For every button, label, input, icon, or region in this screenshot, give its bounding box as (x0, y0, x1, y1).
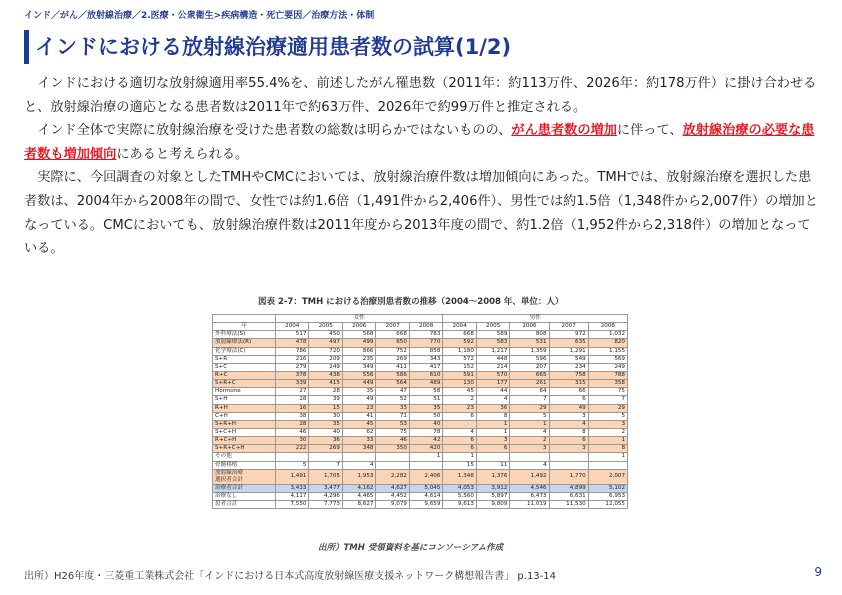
table-cell: 448 (476, 355, 509, 363)
table-cell: 569 (588, 355, 627, 363)
table-row (213, 492, 628, 500)
table-cell: 6 (476, 445, 509, 453)
table-cell: 478 (276, 339, 309, 347)
table-cell (510, 453, 549, 461)
table-cell: 610 (409, 371, 442, 379)
table-cell: 45 (342, 420, 375, 428)
table-cell: 350 (376, 445, 409, 453)
table-cell: 8 (588, 445, 627, 453)
row-label: R+H (213, 404, 276, 412)
table-cell: 78 (409, 428, 442, 436)
table-cell: 9,613 (443, 500, 476, 508)
table-cell: 23 (342, 404, 375, 412)
year-header-cell: 2007 (549, 323, 588, 331)
table-cell: 556 (342, 371, 375, 379)
table-cell: 7 (510, 396, 549, 404)
table-cell: 6 (443, 437, 476, 445)
table-cell: 39 (309, 396, 342, 404)
paragraph-2 (24, 119, 818, 166)
table-cell: 46 (376, 437, 409, 445)
row-label-line: 選択者合計 (215, 476, 243, 483)
table-cell: 9,659 (409, 500, 442, 508)
table-cell: 249 (588, 363, 627, 371)
row-label: S+C+H (213, 428, 276, 436)
table-cell (549, 461, 588, 469)
table-row (213, 420, 628, 428)
table-cell: 349 (342, 363, 375, 371)
table-cell: 4 (549, 420, 588, 428)
table-cell: 5,045 (409, 484, 442, 492)
patient-count-table (212, 314, 628, 509)
table-cell: 2,282 (376, 469, 409, 484)
table-row (213, 388, 628, 396)
group-female-header: 女性 (276, 315, 443, 323)
table-cell: 420 (409, 445, 442, 453)
table-cell: 411 (376, 363, 409, 371)
table-cell: 4,546 (510, 484, 549, 492)
table-cell: 28 (276, 396, 309, 404)
year-label: 年 (213, 323, 276, 331)
year-header-cell: 2006 (342, 323, 375, 331)
table-cell: 4,899 (549, 484, 588, 492)
table-cell: 596 (510, 355, 549, 363)
table-cell: 6,473 (510, 492, 549, 500)
row-label: S+C (213, 363, 276, 371)
table-cell: 788 (588, 371, 627, 379)
table-cell: 33 (342, 437, 375, 445)
table-cell: 9,809 (476, 500, 509, 508)
row-label: その他 (213, 453, 276, 461)
table-cell: 269 (376, 355, 409, 363)
table-cell: 820 (588, 339, 627, 347)
year-header-cell: 2007 (376, 323, 409, 331)
table-cell: 11 (476, 461, 509, 469)
table-cell: 4,452 (376, 492, 409, 500)
table-cell (309, 453, 342, 461)
table-year-header (213, 323, 628, 331)
table-cell: 71 (376, 412, 409, 420)
row-label: Hormone (213, 388, 276, 396)
table-row (213, 453, 628, 461)
table-cell: 2,406 (409, 469, 442, 484)
table-cell: 315 (549, 380, 588, 388)
table-row (213, 396, 628, 404)
table-cell: 438 (309, 371, 342, 379)
table-cell: 339 (276, 380, 309, 388)
year-header-cell: 2006 (510, 323, 549, 331)
table-cell: 51 (409, 396, 442, 404)
year-header-cell: 2008 (409, 323, 442, 331)
table-cell: 3 (549, 412, 588, 420)
table-cell: 1,770 (549, 469, 588, 484)
table-cell: 4 (443, 428, 476, 436)
table-cell: 36 (309, 437, 342, 445)
table-cell: 378 (276, 371, 309, 379)
table-cell: 33 (376, 404, 409, 412)
table-cell: 2 (588, 428, 627, 436)
table-cell: 1,953 (342, 469, 375, 484)
table-cell: 5,560 (443, 492, 476, 500)
table-cell: 50 (409, 412, 442, 420)
table-cell: 269 (309, 445, 342, 453)
year-header-cell: 2008 (588, 323, 627, 331)
table-cell: 7,773 (309, 500, 342, 508)
table-cell: 1 (409, 453, 442, 461)
table-cell: 517 (276, 331, 309, 339)
table-cell: 449 (342, 380, 375, 388)
paragraph-3: 実際に、今回調査の対象としたTMHやCMCにおいては、放射線治療件数は増加傾向にあった。TMHでは、放射線治療を選択した患者数は、2004年から2008年の間で、女性では約1.6倍（1,491件から2,406件）、男性では約1.5倍（1,348件から2,007件）の増加となっている。CMCにおいても、放射線治療件数は2011年度から2013年度の間で、約1.2倍（1,952件から2,318件）の増加となっている。 (24, 170, 818, 257)
table-cell: 216 (276, 355, 309, 363)
table-cell: 279 (276, 363, 309, 371)
row-label-line: 放射線治療 (215, 469, 243, 476)
table-cell: 3,477 (309, 484, 342, 492)
table-cell: 4 (510, 428, 549, 436)
table-cell: 450 (309, 331, 342, 339)
paragraph-2-part-a: インド全体で実際に放射線治療を受けた患者数の総数は明らかではないものの、 (37, 123, 512, 139)
table-corner-cell (213, 315, 276, 323)
table-cell: 808 (510, 331, 549, 339)
highlight-cancer-increase: がん患者数の増加 (511, 123, 617, 139)
table-cell: 29 (588, 404, 627, 412)
table-row (213, 331, 628, 339)
paragraph-1: インドにおける適切な放射線適用率55.4%を、前述したがん罹患数（2011年：約113万件、2026年：約178万件）に掛け合わせると、放射線治療の適応となる患者数は2011年で約63万件、2026年で約99万件と推定される。 (24, 76, 817, 115)
table-cell: 1,348 (443, 469, 476, 484)
row-label: 患者合計 (213, 500, 276, 508)
table-cell: 6 (443, 445, 476, 453)
row-label: S+R+C+H (213, 445, 276, 453)
table-cell: 152 (443, 363, 476, 371)
table-cell: 47 (376, 388, 409, 396)
table-cell: 343 (409, 355, 442, 363)
table-row (213, 371, 628, 379)
year-header-cell: 2005 (309, 323, 342, 331)
table-cell: 1,705 (309, 469, 342, 484)
table-cell: 5,897 (476, 492, 509, 500)
table-cell: 358 (588, 380, 627, 388)
table-group-header (213, 315, 628, 323)
table-cell: 6 (443, 412, 476, 420)
table-body (213, 331, 628, 509)
table-cell: 1,217 (476, 347, 509, 355)
table-cell: 15 (309, 404, 342, 412)
table-cell: 783 (409, 331, 442, 339)
table-cell: 668 (443, 331, 476, 339)
table-cell: 4,117 (276, 492, 309, 500)
table-row (213, 445, 628, 453)
table-cell: 11,019 (510, 500, 549, 508)
table-cell: 720 (309, 347, 342, 355)
table-cell: 497 (309, 339, 342, 347)
row-label: 化学療法(C) (213, 347, 276, 355)
page-number: 9 (814, 565, 822, 579)
table-cell: 207 (510, 363, 549, 371)
table-cell: 7 (588, 396, 627, 404)
table-cell: 41 (342, 412, 375, 420)
table-row (213, 404, 628, 412)
table-cell: 417 (409, 363, 442, 371)
table-cell: 4,053 (443, 484, 476, 492)
table-cell: 75 (376, 428, 409, 436)
table-cell: 7,550 (276, 500, 309, 508)
row-label: 骨髄移植 (213, 461, 276, 469)
table-cell: 1,491 (276, 469, 309, 484)
table-cell: 5,102 (588, 484, 627, 492)
table-cell: 35 (409, 404, 442, 412)
table-cell: 27 (276, 388, 309, 396)
table-cell: 770 (409, 339, 442, 347)
table-cell: 591 (443, 371, 476, 379)
table-cell: 1 (476, 428, 509, 436)
table-cell: 35 (309, 420, 342, 428)
table-cell: 1 (476, 420, 509, 428)
year-header-cell: 2005 (476, 323, 509, 331)
table-cell: 4 (510, 461, 549, 469)
table-cell: 752 (376, 347, 409, 355)
table-cell: 30 (276, 437, 309, 445)
table-row (213, 484, 628, 492)
table-cell: 4,627 (376, 484, 409, 492)
table-cell: 531 (510, 339, 549, 347)
table-cell: 9,079 (376, 500, 409, 508)
row-label: S+H (213, 396, 276, 404)
table-row (213, 412, 628, 420)
table-cell: 5 (510, 412, 549, 420)
footer-source: 出所）H26年度・三菱重工業株式会社「インドにおける日本式高度放射線医療支援ネットワーク構想報告書」 p.13-14 (24, 571, 557, 582)
table-cell (276, 453, 309, 461)
table-cell (549, 453, 588, 461)
table-row (213, 469, 628, 484)
table-row (213, 380, 628, 388)
table-row (213, 461, 628, 469)
table-cell: 635 (549, 339, 588, 347)
row-label: S+R (213, 355, 276, 363)
table-cell: 35 (342, 388, 375, 396)
table-cell: 4,465 (342, 492, 375, 500)
paragraph-2-part-c: にあると考えられる。 (116, 146, 249, 162)
table-cell: 665 (510, 371, 549, 379)
table-cell (443, 420, 476, 428)
table-cell: 49 (549, 404, 588, 412)
table-cell: 572 (443, 355, 476, 363)
table-cell: 1,032 (588, 331, 627, 339)
table-cell (342, 453, 375, 461)
table-cell: 62 (342, 428, 375, 436)
table-cell: 46 (276, 428, 309, 436)
table-cell: 4,296 (309, 492, 342, 500)
table-cell: 222 (276, 445, 309, 453)
row-label: 治療者合計 (213, 484, 276, 492)
row-label: R+C+H (213, 437, 276, 445)
table-cell: 415 (309, 380, 342, 388)
table-cell: 15 (443, 461, 476, 469)
table-cell: 866 (342, 347, 375, 355)
table-cell: 234 (549, 363, 588, 371)
table-cell: 1,492 (510, 469, 549, 484)
table-cell: 1 (588, 453, 627, 461)
table-cell: 28 (276, 420, 309, 428)
table-cell: 53 (376, 420, 409, 428)
table-cell: 8 (549, 428, 588, 436)
table-cell: 30 (309, 412, 342, 420)
table-cell: 40 (309, 428, 342, 436)
table-cell: 12,055 (588, 500, 627, 508)
paragraph-2-part-b: に伴って、 (616, 123, 683, 139)
table-cell: 586 (376, 371, 409, 379)
row-label: 治療なし (213, 492, 276, 500)
table-cell: 568 (342, 331, 375, 339)
year-header-cell: 2004 (276, 323, 309, 331)
table-cell: 758 (549, 371, 588, 379)
table-cell: 29 (510, 404, 549, 412)
table-row (213, 437, 628, 445)
table-cell: 592 (443, 339, 476, 347)
table-cell (376, 453, 409, 461)
table-cell: 38 (276, 412, 309, 420)
table-cell: 972 (549, 331, 588, 339)
table-cell: 564 (376, 380, 409, 388)
table-cell: 36 (476, 404, 509, 412)
row-label: S+R+C (213, 380, 276, 388)
table-cell: 6,953 (588, 492, 627, 500)
year-header-cell: 2004 (443, 323, 476, 331)
table-cell: 2 (510, 437, 549, 445)
table-row (213, 339, 628, 347)
table-row (213, 363, 628, 371)
body-text (24, 72, 818, 261)
row-label: 外科療法(S) (213, 331, 276, 339)
table-cell: 45 (443, 388, 476, 396)
table-cell (409, 461, 442, 469)
table-cell: 570 (476, 371, 509, 379)
table-cell: 5 (588, 412, 627, 420)
table-cell: 6,631 (549, 492, 588, 500)
table-cell: 1,376 (476, 469, 509, 484)
table-cell: 549 (549, 355, 588, 363)
table-cell: 52 (376, 396, 409, 404)
row-label: C+H (213, 412, 276, 420)
row-label: S+R+H (213, 420, 276, 428)
table-cell: 3 (549, 445, 588, 453)
table-cell: 2,007 (588, 469, 627, 484)
table-cell: 261 (510, 380, 549, 388)
table-cell: 16 (276, 404, 309, 412)
table-cell: 589 (476, 331, 509, 339)
table-cell (588, 461, 627, 469)
table-cell: 668 (376, 331, 409, 339)
table-cell: 4,614 (409, 492, 442, 500)
table-cell: 23 (443, 404, 476, 412)
table-cell: 44 (476, 388, 509, 396)
table-row (213, 347, 628, 355)
highlight-radiation-increase: 放射線治療の必要な患者数も増加傾向 (24, 123, 815, 162)
row-label: R+C (213, 371, 276, 379)
title-accent-bar (24, 30, 29, 64)
row-label: 放射線療法(R) (213, 339, 276, 347)
table-cell: 5 (276, 461, 309, 469)
table-cell: 1,291 (549, 347, 588, 355)
table-cell: 214 (476, 363, 509, 371)
table-cell: 249 (309, 363, 342, 371)
table-cell: 4 (476, 396, 509, 404)
table-cell: 8,627 (342, 500, 375, 508)
row-label (213, 469, 276, 484)
table-cell: 858 (409, 347, 442, 355)
table-cell: 3 (588, 420, 627, 428)
table-cell: 40 (409, 420, 442, 428)
table-row (213, 428, 628, 436)
table-cell: 1 (443, 453, 476, 461)
figure-source: 出所）TMH 受領資料を基にコンソーシアム作成 (318, 543, 504, 553)
table-cell: 1,180 (443, 347, 476, 355)
group-male-header: 男性 (443, 315, 628, 323)
table-cell: 3,912 (476, 484, 509, 492)
table-cell: 6 (549, 396, 588, 404)
table-cell: 3 (510, 445, 549, 453)
figure-title: 図表 2-7：TMH における治療別患者数の推移（2004〜2008 年、単位：人） (258, 297, 564, 307)
table-cell: 583 (476, 339, 509, 347)
table-cell: 49 (342, 396, 375, 404)
table-cell: 2 (443, 396, 476, 404)
table-cell (476, 453, 509, 461)
table-cell: 6 (549, 437, 588, 445)
table-cell: 235 (342, 355, 375, 363)
table-cell: 348 (342, 445, 375, 453)
table-cell: 28 (309, 388, 342, 396)
table-cell: 1 (588, 437, 627, 445)
table-cell: 499 (342, 339, 375, 347)
page-title: インドにおける放射線治療適用患者数の試算(1/2) (35, 35, 512, 59)
table-cell: 4 (342, 461, 375, 469)
table-cell: 489 (409, 380, 442, 388)
table-cell: 58 (409, 388, 442, 396)
table-cell: 11,530 (549, 500, 588, 508)
table-cell: 177 (476, 380, 509, 388)
table-cell (376, 461, 409, 469)
breadcrumb: インド／がん／放射線治療／2.医療・公衆衛生>疾病構造・死亡要因／治療方法・体制 (24, 11, 375, 21)
table-cell: 75 (588, 388, 627, 396)
table-cell: 1 (510, 420, 549, 428)
table-cell: 130 (443, 380, 476, 388)
table-cell: 7 (309, 461, 342, 469)
table-row (213, 500, 628, 508)
table-cell: 4,162 (342, 484, 375, 492)
table-cell: 42 (409, 437, 442, 445)
table-cell: 3,433 (276, 484, 309, 492)
table-cell: 8 (476, 412, 509, 420)
table-cell: 3 (476, 437, 509, 445)
table-cell: 209 (309, 355, 342, 363)
table-row (213, 355, 628, 363)
table-cell: 1,359 (510, 347, 549, 355)
table-cell: 66 (549, 388, 588, 396)
table-cell: 64 (510, 388, 549, 396)
table-cell: 786 (276, 347, 309, 355)
table-cell: 650 (376, 339, 409, 347)
table-cell: 1,155 (588, 347, 627, 355)
